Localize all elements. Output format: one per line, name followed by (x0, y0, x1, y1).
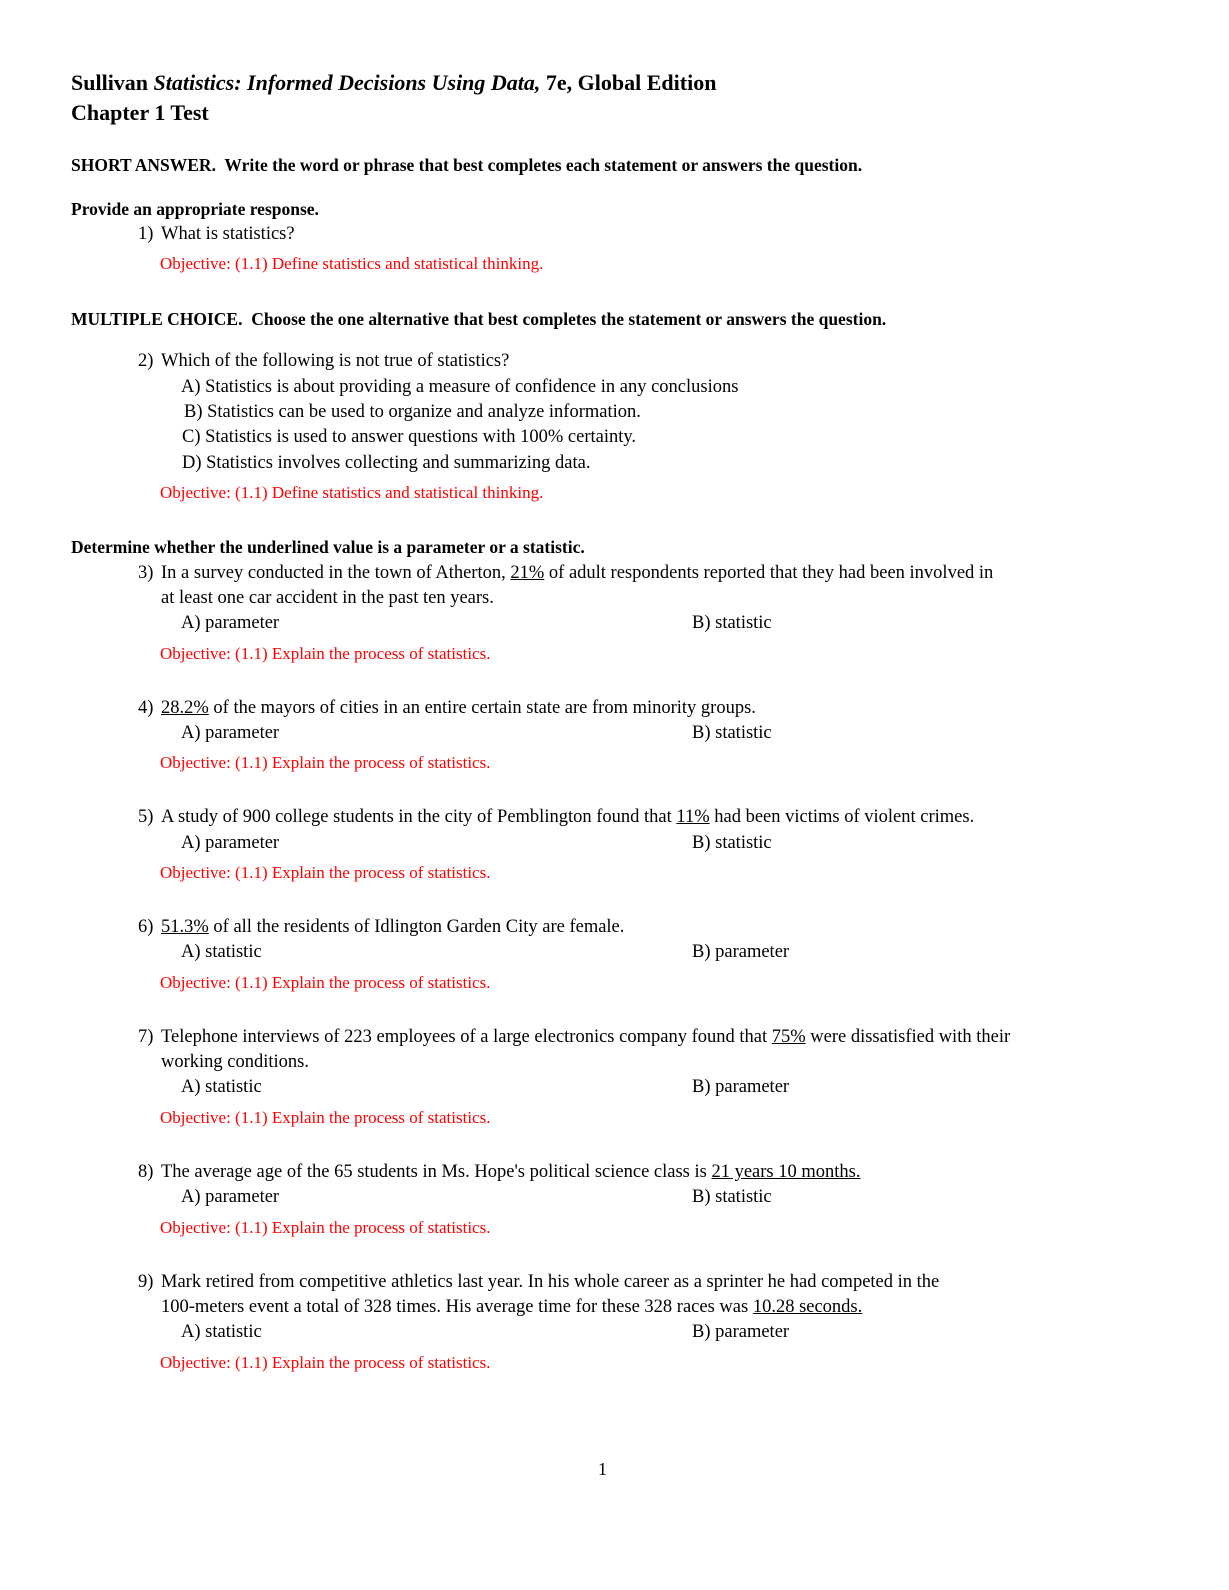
question-7-text: Telephone interviews of 223 employees of a large electronics company found that 75% were dissatisfied with their (161, 1027, 1011, 1047)
question-9-option-a: A) statistic (181, 1322, 262, 1342)
question-6-option-b: B) parameter (692, 942, 790, 962)
chapter-title: Chapter 1 Test (71, 100, 209, 125)
question-2-text: Which of the following is not true of statistics? (161, 351, 510, 371)
question-8-option-b: B) statistic (692, 1187, 772, 1207)
question-6-option-a: A) statistic (181, 942, 262, 962)
underlined-value: 10.28 seconds. (752, 1297, 863, 1317)
question-4-objective: Objective: (1.1) Explain the process of statistics. (160, 753, 491, 772)
underlined-value: 11% (676, 807, 710, 827)
question-5-objective: Objective: (1.1) Explain the process of statistics. (160, 863, 491, 882)
question-1-objective: Objective: (1.1) Define statistics and statistical thinking. (160, 254, 544, 273)
question-6-text: 51.3% of all the residents of Idlington Garden City are female. (161, 917, 625, 937)
question-3-objective: Objective: (1.1) Explain the process of statistics. (160, 644, 491, 663)
question-3-text-line2: at least one car accident in the past ten years. (161, 588, 494, 608)
question-3-text: In a survey conducted in the town of Atherton, 21% of adult respondents reported that they had been involved in (161, 563, 994, 583)
underlined-value: 21 years 10 months. (711, 1162, 861, 1182)
question-7-number: 7) (138, 1027, 154, 1047)
question-9-number: 9) (138, 1272, 154, 1292)
question-4-number: 4) (138, 698, 154, 718)
question-9-option-b: B) parameter (692, 1322, 790, 1342)
question-7-objective: Objective: (1.1) Explain the process of statistics. (160, 1108, 491, 1127)
question-1-text: What is statistics? (161, 224, 295, 244)
underlined-value: 21% (510, 563, 545, 583)
question-4-text: 28.2% of the mayors of cities in an entire certain state are from minority groups. (161, 698, 756, 718)
question-1-number: 1) (138, 224, 154, 244)
question-5-text: A study of 900 college students in the city of Pemblington found that 11% had been victims of violent crimes. (161, 807, 975, 827)
underlined-value: 51.3% (161, 917, 209, 937)
question-8-option-a: A) parameter (181, 1187, 280, 1207)
question-5-option-a: A) parameter (181, 833, 280, 853)
question-3-number: 3) (138, 563, 154, 583)
question-9-text-line2: 100-meters event a total of 328 times. His average time for these 328 races was 10.28 seconds. (161, 1297, 863, 1317)
short-answer-section-heading: SHORT ANSWER. Write the word or phrase that best completes each statement or answers the question. (71, 155, 863, 175)
page-number: 1 (598, 1459, 607, 1479)
question-3-option-a: A) parameter (181, 613, 280, 633)
underlined-value: 28.2% (161, 698, 209, 718)
book-title: Statistics: Informed Decisions Using Data, (153, 70, 541, 95)
question-8-objective: Objective: (1.1) Explain the process of statistics. (160, 1218, 491, 1237)
provide-response-heading: Provide an appropriate response. (71, 199, 319, 219)
multiple-choice-section-heading: MULTIPLE CHOICE. Choose the one alternative that best completes the statement or answers the question. (71, 309, 887, 329)
underlined-value: 75% (771, 1027, 806, 1047)
question-4-option-b: B) statistic (692, 723, 772, 743)
question-7-text-line2: working conditions. (161, 1052, 309, 1072)
determine-heading: Determine whether the underlined value is a parameter or a statistic. (71, 537, 585, 557)
question-7-option-a: A) statistic (181, 1077, 262, 1097)
question-2-objective: Objective: (1.1) Define statistics and statistical thinking. (160, 483, 544, 502)
question-6-objective: Objective: (1.1) Explain the process of statistics. (160, 973, 491, 992)
question-3-option-b: B) statistic (692, 613, 772, 633)
question-4-option-a: A) parameter (181, 723, 280, 743)
question-8-text: The average age of the 65 students in Ms. Hope's political science class is 21 years 10 months. (161, 1162, 861, 1182)
question-8-number: 8) (138, 1162, 154, 1182)
question-2-option-c: C) Statistics is used to answer questions with 100% certainty. (182, 427, 637, 447)
question-2-number: 2) (138, 351, 154, 371)
question-5-number: 5) (138, 807, 154, 827)
question-6-number: 6) (138, 917, 154, 937)
question-9-objective: Objective: (1.1) Explain the process of statistics. (160, 1353, 491, 1372)
question-5-option-b: B) statistic (692, 833, 772, 853)
question-2-option-d: D) Statistics involves collecting and summarizing data. (182, 453, 591, 473)
document-title: Sullivan Statistics: Informed Decisions Using Data, 7e, Global Edition (71, 70, 717, 95)
question-9-text: Mark retired from competitive athletics last year. In his whole career as a sprinter he had competed in the (161, 1272, 940, 1292)
question-2-option-b: B) Statistics can be used to organize and analyze information. (184, 402, 641, 422)
question-2-option-a: A) Statistics is about providing a measure of confidence in any conclusions (181, 377, 739, 397)
question-7-option-b: B) parameter (692, 1077, 790, 1097)
